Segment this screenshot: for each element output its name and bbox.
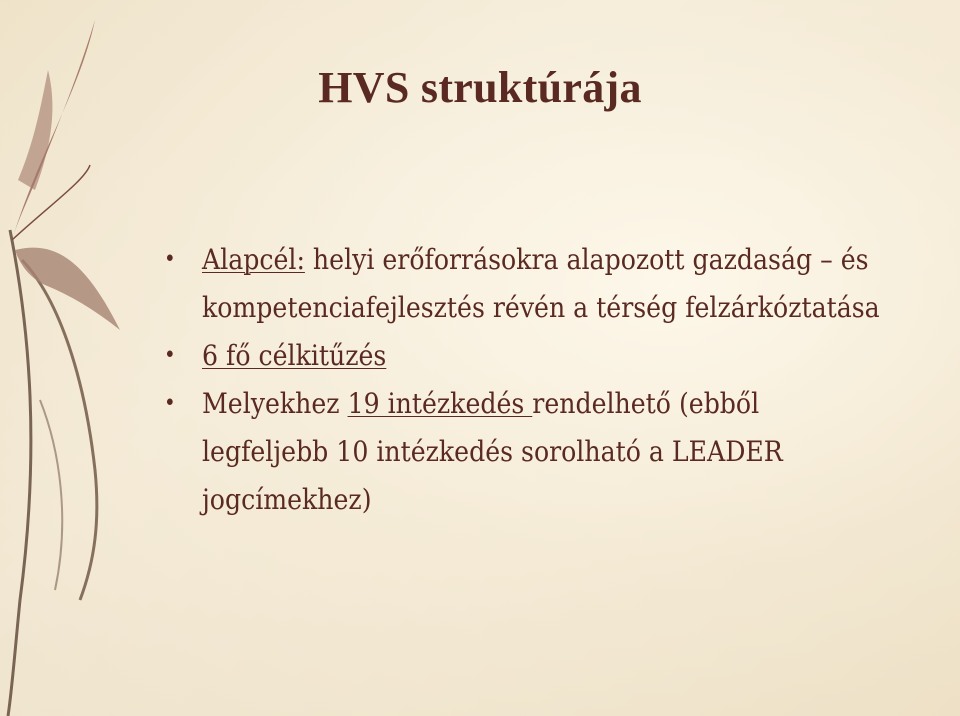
bullet-icon: •: [164, 391, 176, 416]
bullet-item-basic-goal: [160, 236, 880, 332]
bullet-list: [160, 236, 880, 524]
bullet-item-objectives: [160, 332, 880, 380]
measures-text-before: Melyekhez: [202, 387, 348, 420]
objectives-text: 6 fő célkitűzés: [202, 339, 387, 372]
bullet-icon: •: [164, 343, 176, 368]
measures-link[interactable]: 19 intézkedés: [347, 387, 533, 420]
slide-title: HVS struktúrája: [318, 63, 642, 112]
measures-text-after: rendelhető (ebből legfeljebb 10 intézkedés sorolható a LEADER jogcímekhez): [202, 387, 783, 516]
bullet-icon: •: [164, 247, 176, 272]
basic-goal-label: Alapcél:: [202, 243, 305, 276]
bullet-item-measures: [160, 380, 880, 524]
basic-goal-text: helyi erőforrásokra alapozott gazdaság – és kompetenciafejlesztés révén a térség felzárkóztatása: [202, 243, 880, 324]
